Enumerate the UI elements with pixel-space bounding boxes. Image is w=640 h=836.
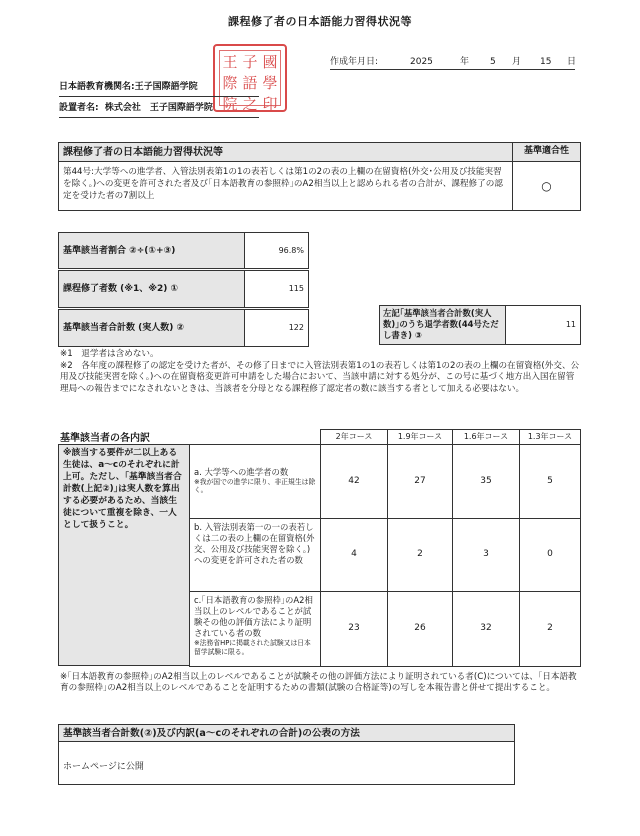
withdraw-value-cell — [505, 305, 581, 345]
course-column-header-cell — [320, 429, 388, 445]
institution-name: 王子国際語学院 — [134, 82, 198, 92]
course-column-header: 2年コース — [335, 432, 373, 441]
seal-character: 語 — [242, 74, 258, 92]
date-month-unit: 月 — [512, 57, 522, 67]
date-month: 5 — [490, 57, 496, 67]
breakdown-row-label-cell — [189, 444, 321, 519]
breakdown-left-note-cell — [58, 444, 190, 666]
ratio-value: 96.8% — [278, 246, 304, 255]
withdraw-value: 11 — [565, 320, 576, 329]
breakdown-value-cell — [452, 591, 520, 667]
date-year: 2025 — [410, 57, 433, 67]
founder-row — [59, 103, 213, 114]
withdraw-label-cell — [379, 305, 506, 345]
seal-character: 印 — [262, 95, 278, 113]
section1-description-cell — [58, 161, 513, 211]
breakdown-value-cell — [452, 444, 520, 519]
publication-header: 基準該当者合計数(②)及び内訳(a～cのそれぞれの合計)の公表の方法 — [63, 728, 360, 739]
seal-character: 學 — [262, 74, 278, 92]
breakdown-value: 26 — [414, 623, 426, 634]
breakdown-row-sublabel: ※法務省HPに掲載された試験又は日本留学試験に限る。 — [194, 639, 311, 656]
breakdown-value: 32 — [480, 623, 492, 634]
breakdown-row-label: a. 大学等への進学者の数 — [194, 467, 289, 477]
breakdown-row-sublabel: ※我が国での進学に限り、非正規生は除く。 — [194, 478, 316, 495]
breakdown-value-cell — [387, 518, 453, 592]
institution-label: 日本語教育機関名: — [59, 82, 135, 92]
institution-underline — [59, 96, 259, 97]
qualified-label: 基準該当者合計数 (実人数) ② — [63, 323, 185, 333]
breakdown-value-cell — [387, 444, 453, 519]
seal-character: 子 — [242, 53, 258, 71]
founder-name: 株式会社 王子国際語学院 — [104, 103, 213, 113]
breakdown-value-cell — [320, 591, 388, 667]
founder-underline — [59, 117, 259, 118]
course-column-header: 1.3年コース — [527, 432, 573, 441]
note-1: ※1 退学者は含めない。 — [60, 349, 159, 359]
page-title: 課程修了者の日本語能力習得状況等 — [228, 15, 412, 28]
seal-character: 國 — [262, 53, 278, 71]
breakdown-value: 27 — [414, 475, 426, 486]
compliance-mark-cell — [512, 161, 581, 211]
seal-character: 王 — [222, 53, 238, 71]
date-label: 作成年月日: — [330, 57, 379, 67]
withdraw-label: 左記｢基準該当者合計数(実人数)｣のうち退学者数(44号ただし書き) ③ — [383, 308, 499, 340]
qualified-value: 122 — [288, 323, 304, 332]
section1-header-cell — [58, 142, 513, 162]
compliance-mark: ○ — [541, 179, 552, 193]
compliance-header-cell — [512, 142, 581, 162]
breakdown-row-label: b. 入管法別表第一の一の表若しくは二の表の上欄の在留資格(外交、公用及び技能実習を除く。)への変更を許可された者の数 — [194, 522, 315, 566]
completers-value-cell — [244, 270, 309, 308]
compliance-header: 基準適合性 — [523, 146, 569, 157]
publication-value-cell — [58, 741, 515, 785]
course-column-header: 1.6年コース — [463, 432, 509, 441]
breakdown-value-cell — [519, 591, 581, 667]
course-column-header-cell — [387, 429, 453, 445]
breakdown-value-cell — [519, 518, 581, 592]
breakdown-value-cell — [452, 518, 520, 592]
completers-label-cell — [58, 270, 245, 308]
ratio-value-cell — [244, 232, 309, 269]
ratio-label: 基準該当者割合 ②÷(①+③) — [63, 246, 176, 256]
breakdown-left-note: ※該当する要件が二以上ある生徒は、a～cのそれぞれに計上可。ただし、｢基準該当者合計数(上記②)｣は実人数を算出する必要があるため、当該生徒について重複を除き、一人として扱うこと。 — [63, 448, 182, 530]
breakdown-row-label-cell — [189, 518, 321, 592]
breakdown-value: 2 — [547, 623, 553, 634]
breakdown-value: 23 — [348, 623, 360, 634]
founder-label: 設置者名: — [59, 103, 99, 113]
breakdown-row-label: c.｢日本語教育の参照枠｣のA2相当以上のレベルであることが試験その他の評価方法により証明されている者の数 — [194, 595, 313, 639]
date-year-unit: 年 — [460, 57, 470, 67]
breakdown-value: 42 — [348, 475, 360, 486]
breakdown-value-cell — [320, 444, 388, 519]
section1-header: 課程修了者の日本語能力習得状況等 — [63, 147, 223, 158]
seal-character: 際 — [222, 74, 238, 92]
breakdown-row-label-cell — [189, 591, 321, 667]
date-day: 15 — [540, 57, 552, 67]
qualified-label-cell — [58, 309, 245, 347]
seal-character: 之 — [242, 95, 258, 113]
breakdown-header: 基準該当者の各内訳 — [60, 433, 150, 444]
breakdown-value-cell — [519, 444, 581, 519]
course-column-header: 1.9年コース — [397, 432, 443, 441]
breakdown-value: 35 — [480, 475, 492, 486]
breakdown-value: 5 — [547, 475, 553, 486]
qualified-value-cell — [244, 309, 309, 347]
date-day-unit: 日 — [567, 57, 577, 67]
breakdown-value: 0 — [547, 549, 553, 560]
breakdown-value-cell — [320, 518, 388, 592]
seal-character: 院 — [222, 95, 238, 113]
breakdown-value-cell — [387, 591, 453, 667]
section1-description: 第44号:大学等への進学者、入管法別表第1の1の表若しくは第1の2の表の上欄の在留資格(外交･公用及び技能実習を除く。)への変更を許可された者及び｢日本語教育の参照枠｣のA2相当以上と認められる者の合計が、課程修了の認定を受けた者の7割以上 — [63, 167, 503, 201]
completers-value: 115 — [288, 284, 304, 293]
institution-row — [59, 82, 198, 93]
course-column-header-cell — [452, 429, 520, 445]
breakdown-value: 3 — [483, 549, 489, 560]
ratio-label-cell — [58, 232, 245, 269]
completers-label: 課程修了者数 (※1、※2) ① — [63, 284, 179, 294]
publication-value: ホームページに公開 — [63, 762, 144, 772]
breakdown-value: 4 — [351, 549, 357, 560]
breakdown-value: 2 — [417, 549, 423, 560]
note-c: ※｢日本語教育の参照枠｣のA2相当以上のレベルであることが試験その他の評価方法により証明されている者(C)については、｢日本語教育の参照枠｣のA2相当以上のレベルであることを証明するための書類(試験の合格証等)の写しを本報告書と併せて提出すること。 — [60, 672, 577, 694]
company-seal-stamp — [213, 44, 287, 112]
course-column-header-cell — [519, 429, 581, 445]
note-2: ※2 各年度の課程修了の認定を受けた者が、その修了日までに入管法別表第1の1の表若しくは第1の2の表の上欄の在留資格(外交、公用及び技能実習を除く。)への在留資格変更許可申請をした場合において、当該申請に対する処分が、この号に基づく地方出入国在留管理局への報告までになされないときは、当該者を分母となる課程修了認定者の数に該当する者として加える必要はない。 — [60, 361, 580, 394]
creation-date — [330, 57, 575, 70]
publication-header-cell — [58, 724, 515, 742]
